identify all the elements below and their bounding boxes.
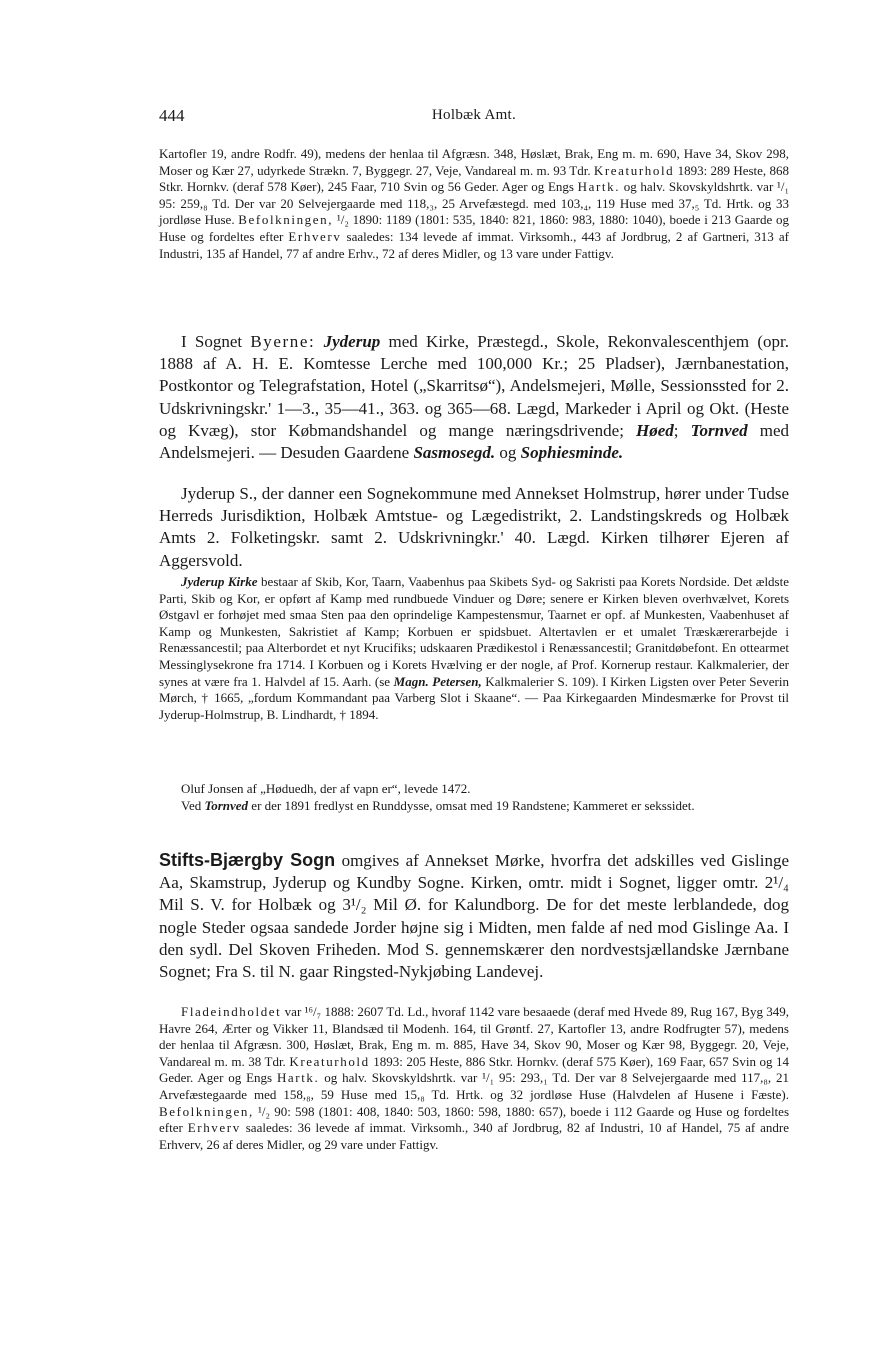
page-number: 444: [159, 106, 185, 125]
paragraph-statistics-jyderup: Kartofler 19, andre Rodfr. 49), medens der henlaa til Afgræsn. 348, Høslæt, Brak, Eng m. m. 690, Have 34, Skov 298, Moser og Kær 27, udyrkede Strækn. 7, Byggegr. 27, Veje, Vandareal m. m. 93 Tdr. Kreaturhold 1893: 289 Heste, 868 Stkr. Hornkv. (deraf 578 Køer), 245 Faar, 710 Svin og 56 Geder. Ager og Engs Hartk. og halv. Skovskyldshrtk. var ¹/₁ 95: 259,₈ Td. Der var 20 Selvejergaarde med 118,₃, 25 Arvefæstegd. med 103,₄, 119 Huse med 37,₅ Td. Hrtk. og 33 jordløse Huse. Befolkningen, ¹/₂ 1890: 1189 (1801: 535, 1840: 821, 1860: 983, 1880: 1040), boede i 213 Gaarde og Huse og fordeltes efter Erhverv saaledes: 134 levede af immat. Virksomh., 443 af Jordbrug, 2 af Gartneri, 313 af Industri, 135 af Handel, 77 af andre Erhv., 72 af deres Midler, og 13 vare under Fattigv.: [159, 146, 789, 261]
paragraph-parish-jurisdiction: Jyderup S., der danner een Sognekommune med Annekset Holmstrup, hører under Tudse Herreds Jurisdiktion, Holbæk Amtstue- og Lægedistrikt, 2. Landstingskreds og Holbæk Amts 2. Folketingskr. samt 2. Udskrivningkr.' 40. Lægd. Kirken tilhører Ejeren af Aggersvold.: [159, 484, 789, 570]
paragraph-church-description: Jyderup Kirke bestaar af Skib, Kor, Taarn, Vaabenhus paa Skibets Syd- og Sakristi paa Korets Nordside. Det ældste Parti, Skib og Kor, er opført af Kamp med rundbuede Vinduer og Døre; senere er Kirken bleven overhvælvet, Korets Østgavl er forhøjet med smaa Sten paa den oprindelige Kampestensmur, Taarnet er opf. af Munkesten, Vaabenhuset af Kamp og Munkesten, Sakristiet af Kamp; Korbuen er spidsbuet. Altertavlen er et umalet Træskærerarbejde i Renæssancestil; paa Alterbordet et nyt Krucifiks; udskaaren Prædikestol i Renæssancestil; Granitdøbefont. En ottearmet Messinglysekrone fra 1714. I Korbuen og i Korets Hvælving er der nogle, af Prof. Kornerup restaur. Kalkmalerier, der synes at være fra 1. Halvdel af 15. Aarh. (se Magn. Petersen, Kalkmalerier S. 109). I Kirken Ligsten over Peter Severin Mørch, † 1665, „fordum Kommandant paa Varberg Slot i Skaane“. — Paa Kirkegaarden Mindesmærke for Provst til Jyderup-Holmstrup, B. Lindhardt, † 1894.: [159, 574, 789, 722]
running-title: Holbæk Amt.: [431, 107, 517, 123]
paragraph-stifts-bjaergby-sogn: Stifts-Bjærgby Sogn omgives af Annekset Mørke, hvorfra det adskilles ved Gislinge Aa, Skamstrup, Jyderup og Kundby Sogne. Kirken, omtr. midt i Sognet, ligger omtr. 2¹/₄ Mil S. V. for Holbæk og 3¹/₂ Mil Ø. for Kalundborg. De for det meste lerblandede, dog nogle Steder ogsaa sandede Jorder højne sig i Midten, men falde af ned mod Gislinge Aa. I den sydl. Del Skoven Friheden. Mod S. gennemskærer den nordvestsjællandske Jærnbane Sognet; Fra S. til N. gaar Ringsted-Nykjøbing Landevej.: [159, 850, 789, 982]
paragraph-oluf-jonsen: Oluf Jonsen af „Høduedh, der af vapn er“, levede 1472.: [181, 781, 471, 796]
paragraph-statistics-stifts-bjaergby: Fladeindholdet var ¹⁶/₇ 1888: 2607 Td. Ld., hvoraf 1142 vare besaaede (deraf med Hvede 89, Rug 167, Byg 349, Havre 264, Ærter og Vikker 11, Blandsæd til Modenh. 164, til Grøntf. 27, Kartofler 13, andre Rodfrugter 57), medens der henlaa til Afgræsn. 300, Høslæt, Brak, Eng m. m. 885, Have 34, Skov 90, Moser og Kær 98, Byggegr. 20, Veje, Vandareal m. m. 38 Tdr. Kreaturhold 1893: 205 Heste, 886 Stkr. Hornkv. (deraf 575 Køer), 169 Faar, 657 Svin og 14 Geder. Ager og Engs Hartk. og halv. Skovskyldshrtk. var ¹/₁ 95: 293,₁ Td. Der var 8 Selvejergaarde med 117,₈, 21 Arvefæstegaarde med 158,₈, 59 Huse med 15,₈ Td. Hrtk. og 32 jordløse Huse (Halvdelen af Husene i Fæste). Befolkningen, ¹/₂ 90: 598 (1801: 408, 1840: 503, 1860: 598, 1880: 657), boede i 112 Gaarde og Huse og fordeltes efter Erhverv saaledes: 36 levede af immat. Virksomh., 340 af Jordbrug, 82 af Industri, 10 af Handel, 75 af andre Erhverv, 26 af deres Midler, og 29 vare under Fattigv.: [159, 1004, 789, 1152]
paragraph-villages: I Sognet Byerne: Jyderup med Kirke, Præstegd., Skole, Rekonvalescenthjem (opr. 1888 af A. H. E. Komtesse Lerche med 100,000 Kr.; 25 Pladser), Jærnbanestation, Postkontor og Telegrafstation, Hotel („Skarritsø“), Andelsmejeri, Mølle, Sessionssted for 2. Udskrivningskr.' 1—3., 35—41., 363. og 365—68. Lægd, Markeder i April og Okt. (Heste og Kvæg), stor Købmandshandel og mange næringsdrivende; Høed; Tornved med Andelsmejeri. — Desuden Gaardene Sasmosegd. og Sophiesminde.: [159, 332, 790, 463]
page-header: [159, 106, 789, 130]
paragraph-tornved-dolmen: Ved Tornved er der 1891 fredlyst en Runddysse, omsat med 19 Randstene; Kammeret er sekssidet.: [181, 798, 695, 813]
section-heading: Stifts-Bjærgby Sogn: [159, 850, 336, 870]
